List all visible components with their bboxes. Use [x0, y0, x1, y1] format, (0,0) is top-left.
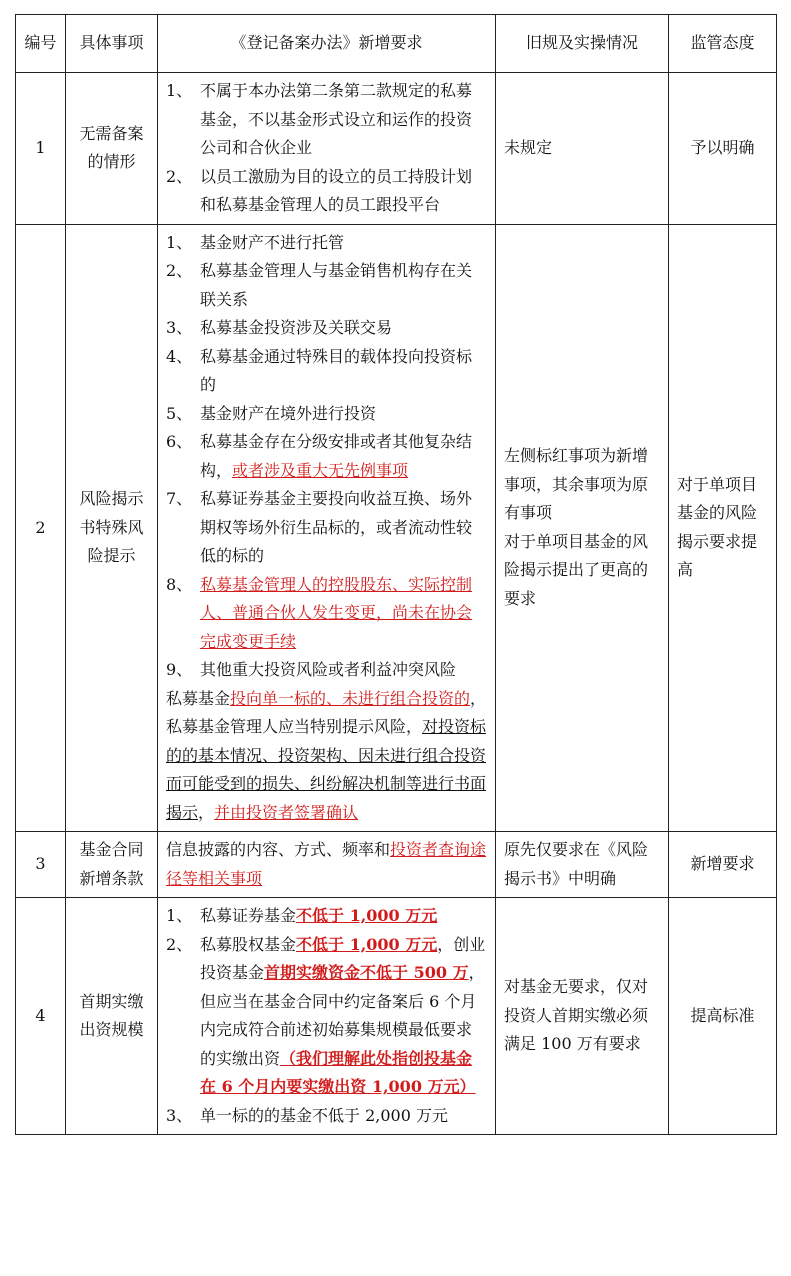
row-item: 基金合同新增条款 [66, 832, 158, 898]
row-attitude: 予以明确 [669, 73, 777, 225]
row-number: 2 [16, 224, 66, 832]
row-item: 首期实缴出资规模 [66, 898, 158, 1135]
highlight-new: 不低于 1,000 万元 [296, 934, 438, 954]
highlight-new: 投向单一标的、未进行组合投资的 [230, 688, 471, 708]
highlight-new: 首期实缴资金不低于 500 万 [264, 963, 469, 982]
list-item: 3、 私募基金投资涉及关联交易 [166, 318, 393, 337]
list-item: 8、 私募基金管理人的控股股东、实际控制人、普通合伙人发生变更，尚未在协会完成变更手续 [166, 571, 487, 657]
list-item: 1、 私募证券基金不低于 1,000 万元 [166, 906, 438, 925]
row-new-requirements [158, 224, 496, 832]
list-item: 2、 以员工激励为目的设立的员工持股计划和私募基金管理人的员工跟投平台 [166, 166, 473, 214]
table-row [16, 898, 777, 1135]
list-item: 3、 单一标的的基金不低于 2,000 万元 [166, 1105, 448, 1125]
row-attitude: 对于单项目基金的风险揭示要求提高 [669, 224, 777, 832]
list-item: 2、 私募基金管理人与基金销售机构存在关联关系 [166, 261, 473, 309]
list-item: 4、 私募基金通过特殊目的载体投向投资标的 [166, 346, 473, 394]
list-item: 7、 私募证券基金主要投向收益互换、场外期权等场外衍生品标的，或者流动性较低的标的 [166, 489, 473, 565]
highlight-new: 并由投资者签署确认 [214, 802, 359, 822]
list-item: 2、 私募股权基金不低于 1,000 万元，创业投资基金首期实缴资金不低于 500 万，但应当在基金合同中约定备案后 6 个月内完成符合前述初始募集规模最低要求的实缴出资（我们理解此处指创投基金在 6 个月内要实缴出资 1,000 万元） [166, 934, 486, 1096]
row-number: 3 [16, 832, 66, 898]
table-row [16, 832, 777, 898]
highlight-new: 或者涉及重大无先例事项 [232, 460, 409, 480]
row-new-requirements [158, 73, 496, 225]
row-attitude: 提高标准 [669, 898, 777, 1135]
header-new-requirements: 《登记备案办法》新增要求 [158, 15, 496, 73]
single-target-paragraph: 私募基金投向单一标的、未进行组合投资的，私募基金管理人应当特别提示风险，对投资标的的基本情况、投资架构、因未进行组合投资而可能受到的损失、纠纷解决机制等进行书面揭示，并由投资者签署确认 [166, 688, 487, 822]
header-number: 编号 [16, 15, 66, 73]
header-old-rules: 旧规及实操情况 [496, 15, 669, 73]
highlight-new: 不低于 1,000 万元 [296, 906, 438, 925]
list-item: 6、 私募基金存在分级安排或者其他复杂结构，或者涉及重大无先例事项 [166, 432, 473, 480]
highlight-new: 投资者查询途径等相关事项 [166, 840, 487, 888]
row-old-rules: 未规定 [496, 73, 669, 225]
row-old-rules: 对基金无要求，仅对投资人首期实缴必须满足 100 万有要求 [496, 898, 669, 1135]
row-item: 无需备案的情形 [66, 73, 158, 225]
row-item: 风险揭示书特殊风险提示 [66, 224, 158, 832]
row-old-rules: 左侧标红事项为新增事项，其余事项为原有事项 对于单项目基金的风险揭示提出了更高的要求 [496, 224, 669, 832]
header-row [16, 15, 777, 73]
comparison-table [15, 14, 777, 1135]
row-new-requirements: 信息披露的内容、方式、频率和投资者查询途径等相关事项 [158, 832, 496, 898]
table-row [16, 224, 777, 832]
list-item: 1、 基金财产不进行托管 [166, 232, 345, 252]
highlight-new: 私募基金管理人的控股股东、实际控制人、普通合伙人发生变更，尚未在协会完成变更手续 [200, 574, 473, 651]
row-old-rules: 原先仅要求在《风险揭示书》中明确 [496, 832, 669, 898]
list-item: 1、 不属于本办法第二条第二款规定的私募基金，不以基金形式设立和运作的投资公司和合伙企业 [166, 81, 473, 157]
list-item: 5、 基金财产在境外进行投资 [166, 403, 377, 423]
row-attitude: 新增要求 [669, 832, 777, 898]
table-row [16, 73, 777, 225]
row-new-requirements [158, 898, 496, 1135]
header-attitude: 监管态度 [669, 15, 777, 73]
row-number: 1 [16, 73, 66, 225]
underlined-text: 对投资标的的基本情况、投资架构、因未进行组合投资而可能受到的损失、纠纷解决机制等进行书面揭示 [166, 717, 487, 822]
row-number: 4 [16, 898, 66, 1135]
header-item: 具体事项 [66, 15, 158, 73]
list-item: 9、 其他重大投资风险或者利益冲突风险 [166, 660, 457, 679]
highlight-note: （我们理解此处指创投基金在 6 个月内要实缴出资 1,000 万元） [200, 1048, 476, 1096]
